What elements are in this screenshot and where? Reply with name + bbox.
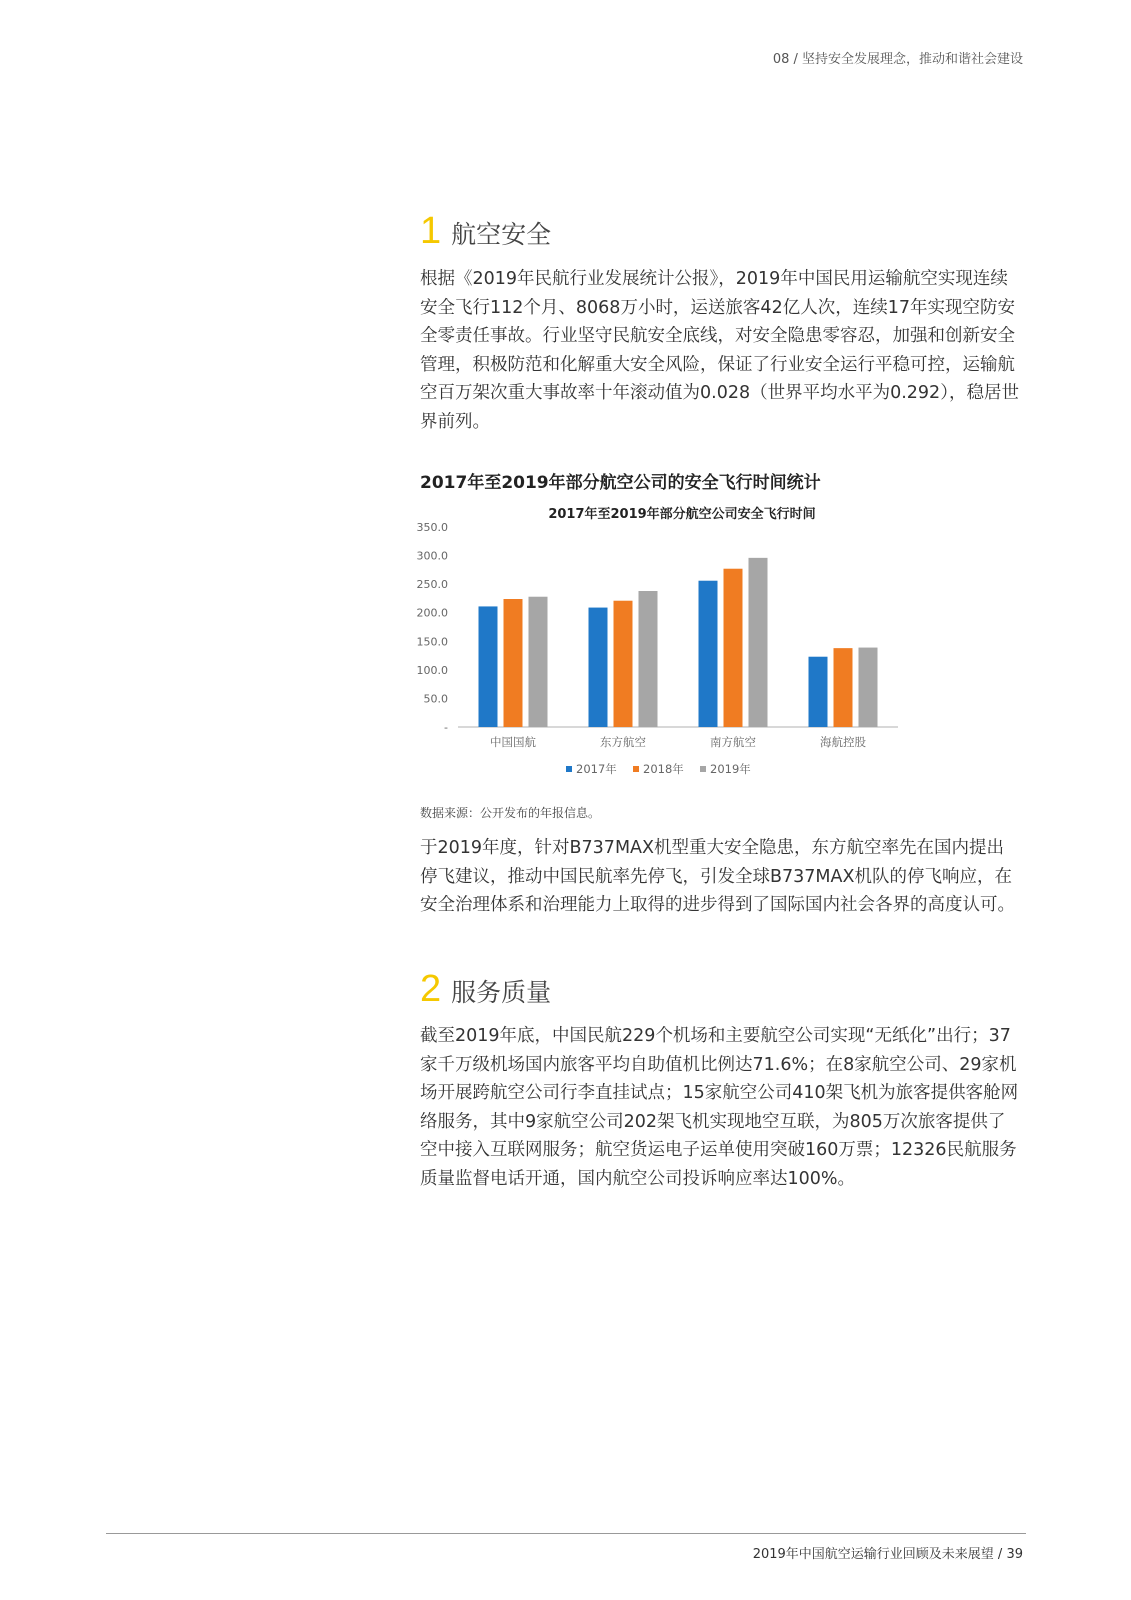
section-2-title: 服务质量 [451,978,552,1007]
section-2-heading [420,970,551,1008]
x-tick-label: 东方航空 [600,735,646,749]
legend-swatch [700,766,706,772]
y-tick-label: 100.0 [416,663,448,677]
legend-label: 2019年 [710,762,751,776]
bar-1-2 [639,591,658,727]
bar-3-2 [859,648,878,727]
y-tick-label: - [444,721,448,734]
section-1-heading [420,212,551,250]
chart-svg [416,500,920,790]
bar-0-1 [504,599,523,727]
bar-2-2 [749,558,768,727]
bar-0-0 [479,606,498,727]
section-2-paragraph: 截至2019年底，中国民航229个机场和主要航空公司实现“无纸化”出行；37家千万级机场国内旅客平均自助值机比例达71.6%；在8家航空公司、29家机场开展跨航空公司行李直挂试点；15家航空公司410架飞机为旅客提供客舱网络服务，其中9家航空公司202架飞机实现地空互联，为805万次旅客提供了空中接入互联网服务；航空货运电子运单使用突破160万票；12326民航服务质量监督电话开通，国内航空公司投诉响应率达100%。 [420,1026,1019,1189]
legend-swatch [566,766,572,772]
x-tick-label: 海航控股 [820,735,866,749]
bar-1-0 [589,608,608,727]
bar-chart [416,500,920,790]
legend-label: 2017年 [576,762,617,776]
section-1-number: 1 [420,210,442,252]
bar-0-2 [529,597,548,727]
page-header: 08 / 坚持安全发展理念，推动和谐社会建设 [772,52,1023,67]
bar-2-0 [699,581,718,727]
bar-1-1 [614,601,633,727]
legend-label: 2018年 [643,762,684,776]
bar-3-0 [809,657,828,727]
page-footer: 2019年中国航空运输行业回顾及未来展望 / 39 [752,1547,1023,1562]
section-1-paragraph: 根据《2019年民航行业发展统计公报》，2019年中国民用运输航空实现连续安全飞行112个月、8068万小时，运送旅客42亿人次，连续17年实现空防安全零责任事故。行业坚守民航安全底线，对安全隐患零容忍，加强和创新安全管理，积极防范和化解重大安全风险，保证了行业安全运行平稳可控，运输航空百万架次重大事故率十年滚动值为0.028（世界平均水平为0.292），稳居世界前列。 [420,269,1019,432]
footer-divider [106,1533,1026,1534]
section-2-number: 2 [420,968,442,1010]
chart-title: 2017年至2019年部分航空公司安全飞行时间 [548,507,816,522]
y-tick-label: 300.0 [416,549,448,563]
section-1-title: 航空安全 [451,220,552,249]
x-tick-label: 南方航空 [710,735,756,749]
y-tick-label: 350.0 [416,521,448,534]
y-tick-label: 150.0 [416,635,448,649]
figure-source: 数据来源：公开发布的年报信息。 [420,806,601,820]
bar-2-1 [724,569,743,727]
legend-swatch [633,766,639,772]
b737-paragraph: 于2019年度，针对B737MAX机型重大安全隐患，东方航空率先在国内提出停飞建议，推动中国民航率先停飞，引发全球B737MAX机队的停飞响应，在安全治理体系和治理能力上取得的进步得到了国际国内社会各界的高度认可。 [420,838,1015,915]
x-tick-label: 中国国航 [490,735,536,749]
y-tick-label: 250.0 [416,578,448,592]
y-tick-label: 50.0 [423,692,448,706]
bar-3-1 [834,648,853,727]
figure-title: 2017年至2019年部分航空公司的安全飞行时间统计 [420,473,821,493]
y-tick-label: 200.0 [416,606,448,620]
